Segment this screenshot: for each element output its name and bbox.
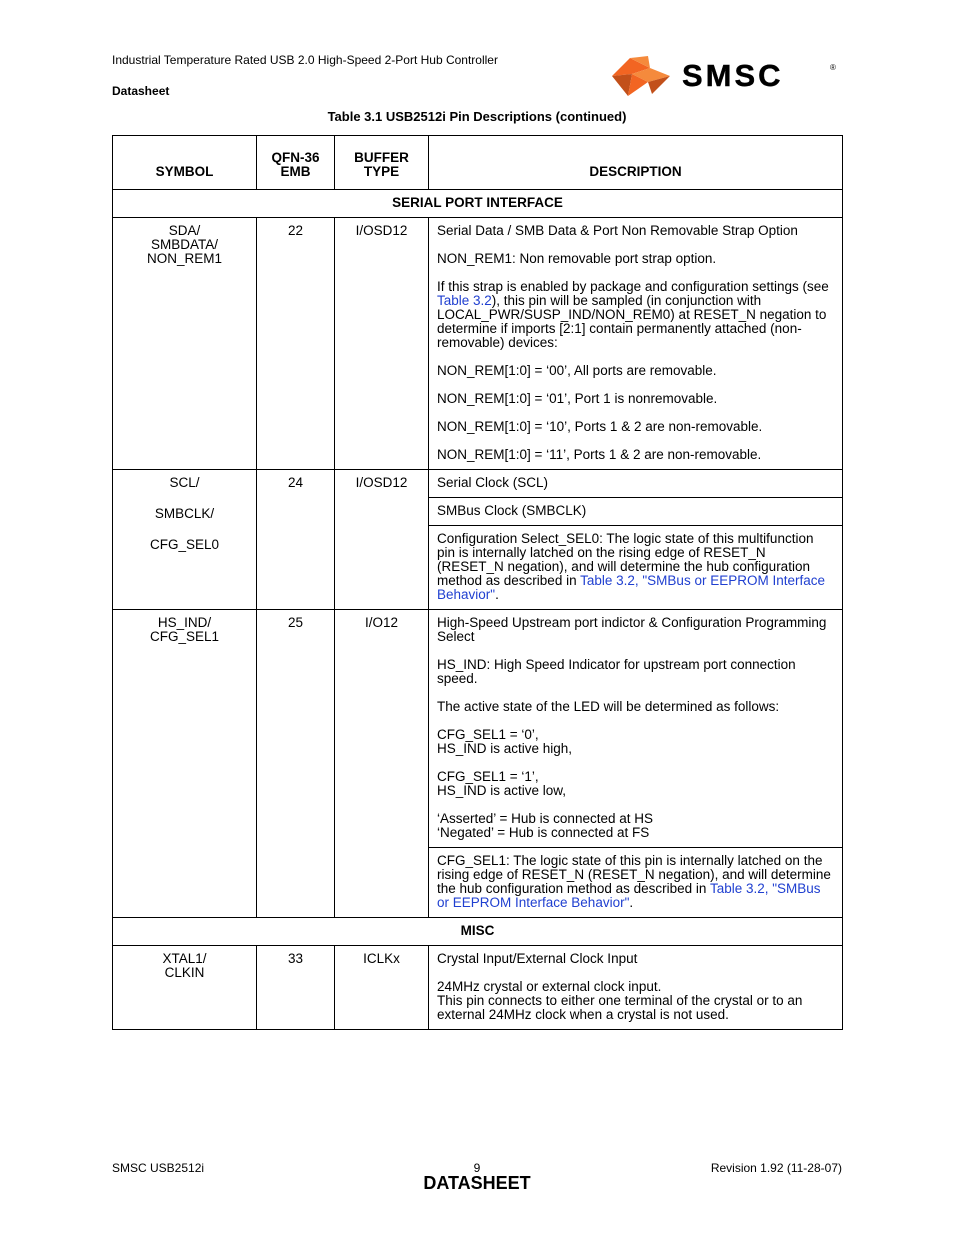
table-row: [113, 946, 843, 1030]
symbol-cell: XTAL1/ CLKIN: [113, 946, 257, 1030]
description-cell: Crystal Input/External Clock Input 24MHz crystal or external clock input. This pin connects to either one terminal of the crystal or to an external 24MHz clock when a crystal is not used.: [429, 946, 843, 1030]
buffer-cell: I/O12: [335, 610, 429, 918]
description-cell: Serial Data / SMB Data & Port Non Removable Strap Option NON_REM1: Non removable port strap option. If this strap is enabled by package and configuration settings (see Table 3.2), this pin will be sampled (in conjunction with LOCAL_PWR/SUSP_IND/NON_REM0) at RESET_N negation to determine if imports [2:1] contain permanently attached (non-removable) devices: NON_REM[1:0] = ‘00’, All ports are removable. NON_REM[1:0] = ‘01’, Port 1 is nonremovable. NON_REM[1:0] = ‘10’, Ports 1 & 2 are non-removable. NON_REM[1:0] = ‘11’, Ports 1 & 2 are non-removable.: [429, 218, 843, 470]
registered-mark: ®: [830, 63, 836, 72]
pin-cell: 25: [257, 610, 335, 918]
page-number: 9: [473, 1161, 481, 1175]
pin-cell: 24: [257, 470, 335, 610]
table-header-row: [113, 136, 843, 190]
section-row: [113, 918, 843, 946]
table-caption: Table 3.1 USB2512i Pin Descriptions (continued): [327, 109, 627, 124]
table-3-2-link[interactable]: Table 3.2, "SMBus or EEPROM Interface Behavior": [437, 573, 825, 602]
section-row: [113, 190, 843, 218]
footer-revision: Revision 1.92 (11-28-07): [710, 1161, 842, 1175]
footer-product: SMSC USB2512i: [112, 1161, 205, 1175]
table-3-2-link[interactable]: Table 3.2: [437, 293, 492, 308]
document-title: Industrial Temperature Rated USB 2.0 High-Speed 2-Port Hub Controller: [112, 53, 498, 67]
header-symbol: SYMBOL: [113, 136, 257, 190]
buffer-cell: ICLKx: [335, 946, 429, 1030]
buffer-cell: I/OSD12: [335, 218, 429, 470]
description-cell: CFG_SEL1: The logic state of this pin is internally latched on the rising edge of RESET_N (RESET_N negation), and will determine the hub configuration method as described in Table 3.2, "SMBus or EEPROM Interface Behavior".: [429, 848, 843, 918]
buffer-cell: I/OSD12: [335, 470, 429, 610]
description-cell: SMBus Clock (SMBCLK): [429, 498, 843, 526]
pin-cell: 33: [257, 946, 335, 1030]
description-cell: Serial Clock (SCL): [429, 470, 843, 498]
table-3-2-link[interactable]: Table 3.2, "SMBus or EEPROM Interface Behavior": [437, 881, 821, 910]
symbol-cell: SCL/ SMBCLK/ CFG_SEL0: [113, 470, 257, 610]
footer-datasheet-label: DATASHEET: [423, 1173, 531, 1193]
symbol-cell: SDA/ SMBDATA/ NON_REM1: [113, 218, 257, 470]
pin-descriptions-table: [112, 135, 843, 1030]
symbol-cell: HS_IND/ CFG_SEL1: [113, 610, 257, 918]
header-description: DESCRIPTION: [429, 136, 843, 190]
section-serial-port-interface: SERIAL PORT INTERFACE: [113, 190, 843, 218]
section-misc: MISC: [113, 918, 843, 946]
pin-cell: 22: [257, 218, 335, 470]
header-buffer-type: BUFFER TYPE: [335, 136, 429, 190]
header-qfn: QFN-36 EMB: [257, 136, 335, 190]
smsc-logo-mark-icon: [612, 56, 670, 96]
smsc-logo: [608, 54, 840, 98]
table-row: [113, 218, 843, 470]
table-row: [113, 470, 843, 498]
table-row: [113, 610, 843, 848]
description-cell: Configuration Select_SEL0: The logic state of this multifunction pin is internally latched on the rising edge of RESET_N (RESET_N negation), and will determine the hub configuration method as described in Table 3.2, "SMBus or EEPROM Interface Behavior".: [429, 526, 843, 610]
document-subtitle: Datasheet: [112, 84, 170, 98]
smsc-logo-text: SMSC: [682, 58, 784, 93]
description-cell: High-Speed Upstream port indictor & Configuration Programming Select HS_IND: High Speed Indicator for upstream port connection speed. The active state of the LED will be determined as follows: CFG_SEL1 = ‘0’, HS_IND is active high, CFG_SEL1 = ‘1’, HS_IND is active low, ‘Asserted’ = Hub is connected at HS ‘Negated’ = Hub is connected at FS: [429, 610, 843, 848]
